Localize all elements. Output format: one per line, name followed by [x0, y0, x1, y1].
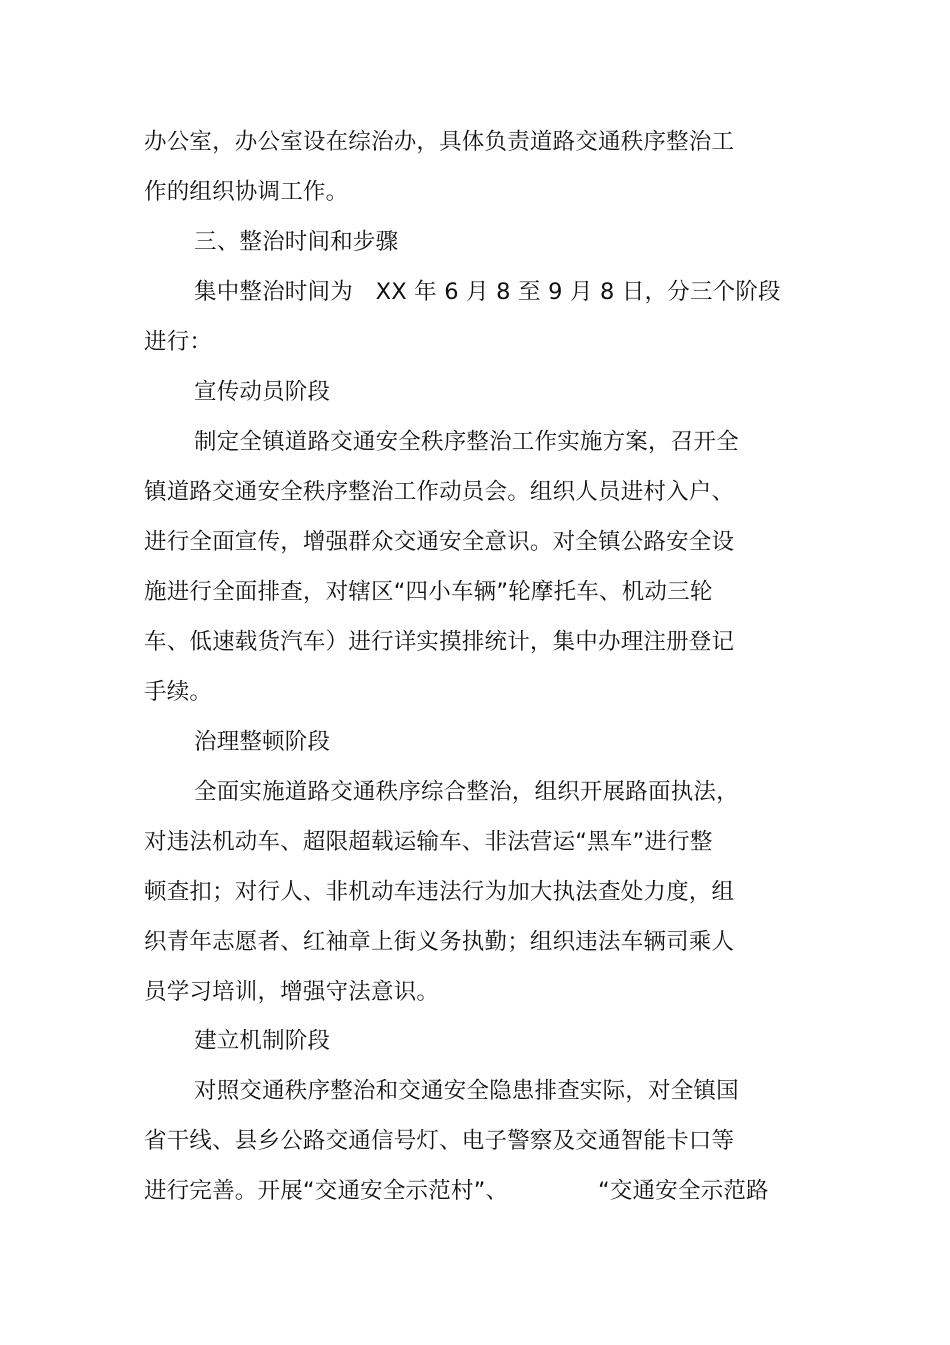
paragraph-line: 施进行全面排查，对辖区“四小车辆”轮摩托车、机动三轮: [144, 579, 713, 605]
paragraph-line: 进行完善。开展“交通安全示范村”、: [144, 1178, 509, 1204]
stage-heading: 宣传动员阶段: [194, 379, 331, 405]
paragraph-line: 对照交通秩序整治和交通安全隐患排查实际，对全镇国: [194, 1078, 739, 1104]
paragraph-line: 镇道路交通安全秩序整治工作动员会。组织人员进村入户、: [144, 479, 735, 505]
paragraph-line: 办公室，办公室设在综治办，具体负责道路交通秩序整治工: [144, 129, 735, 155]
paragraph-line: 对违法机动车、超限超载运输车、非法营运“黑车”进行整: [144, 829, 713, 855]
stage-heading: 治理整顿阶段: [194, 729, 331, 755]
section-heading: 三、整治时间和步骤: [194, 229, 399, 255]
paragraph-line: 全面实施道路交通秩序综合整治，组织开展路面执法，: [194, 779, 739, 805]
paragraph-line: 制定全镇道路交通安全秩序整治工作实施方案，召开全: [194, 429, 739, 455]
paragraph-line: 作的组织协调工作。: [144, 179, 349, 205]
paragraph-line-continuation: “交通安全示范路: [598, 1178, 769, 1204]
paragraph-line: 织青年志愿者、红袖章上街义务执勤；组织违法车辆司乘人: [144, 929, 735, 955]
paragraph-line: 手续。: [144, 679, 213, 705]
stage-heading: 建立机制阶段: [194, 1028, 331, 1054]
paragraph-line: 省干线、县乡公路交通信号灯、电子警察及交通智能卡口等: [144, 1128, 735, 1154]
paragraph-line: 员学习培训，增强守法意识。: [144, 979, 440, 1005]
paragraph-line: 车、低速载货汽车）进行详实摸排统计，集中办理注册登记: [144, 629, 735, 655]
paragraph-line: 顿查扣；对行人、非机动车违法行为加大执法查处力度，组: [144, 879, 735, 905]
paragraph-line: 集中整治时间为 XX 年 6 月 8 至 9 月 8 日，分三个阶段: [194, 279, 781, 305]
paragraph-line: 进行全面宣传，增强群众交通安全意识。对全镇公路安全设: [144, 529, 735, 555]
paragraph-line: 进行：: [144, 329, 213, 355]
